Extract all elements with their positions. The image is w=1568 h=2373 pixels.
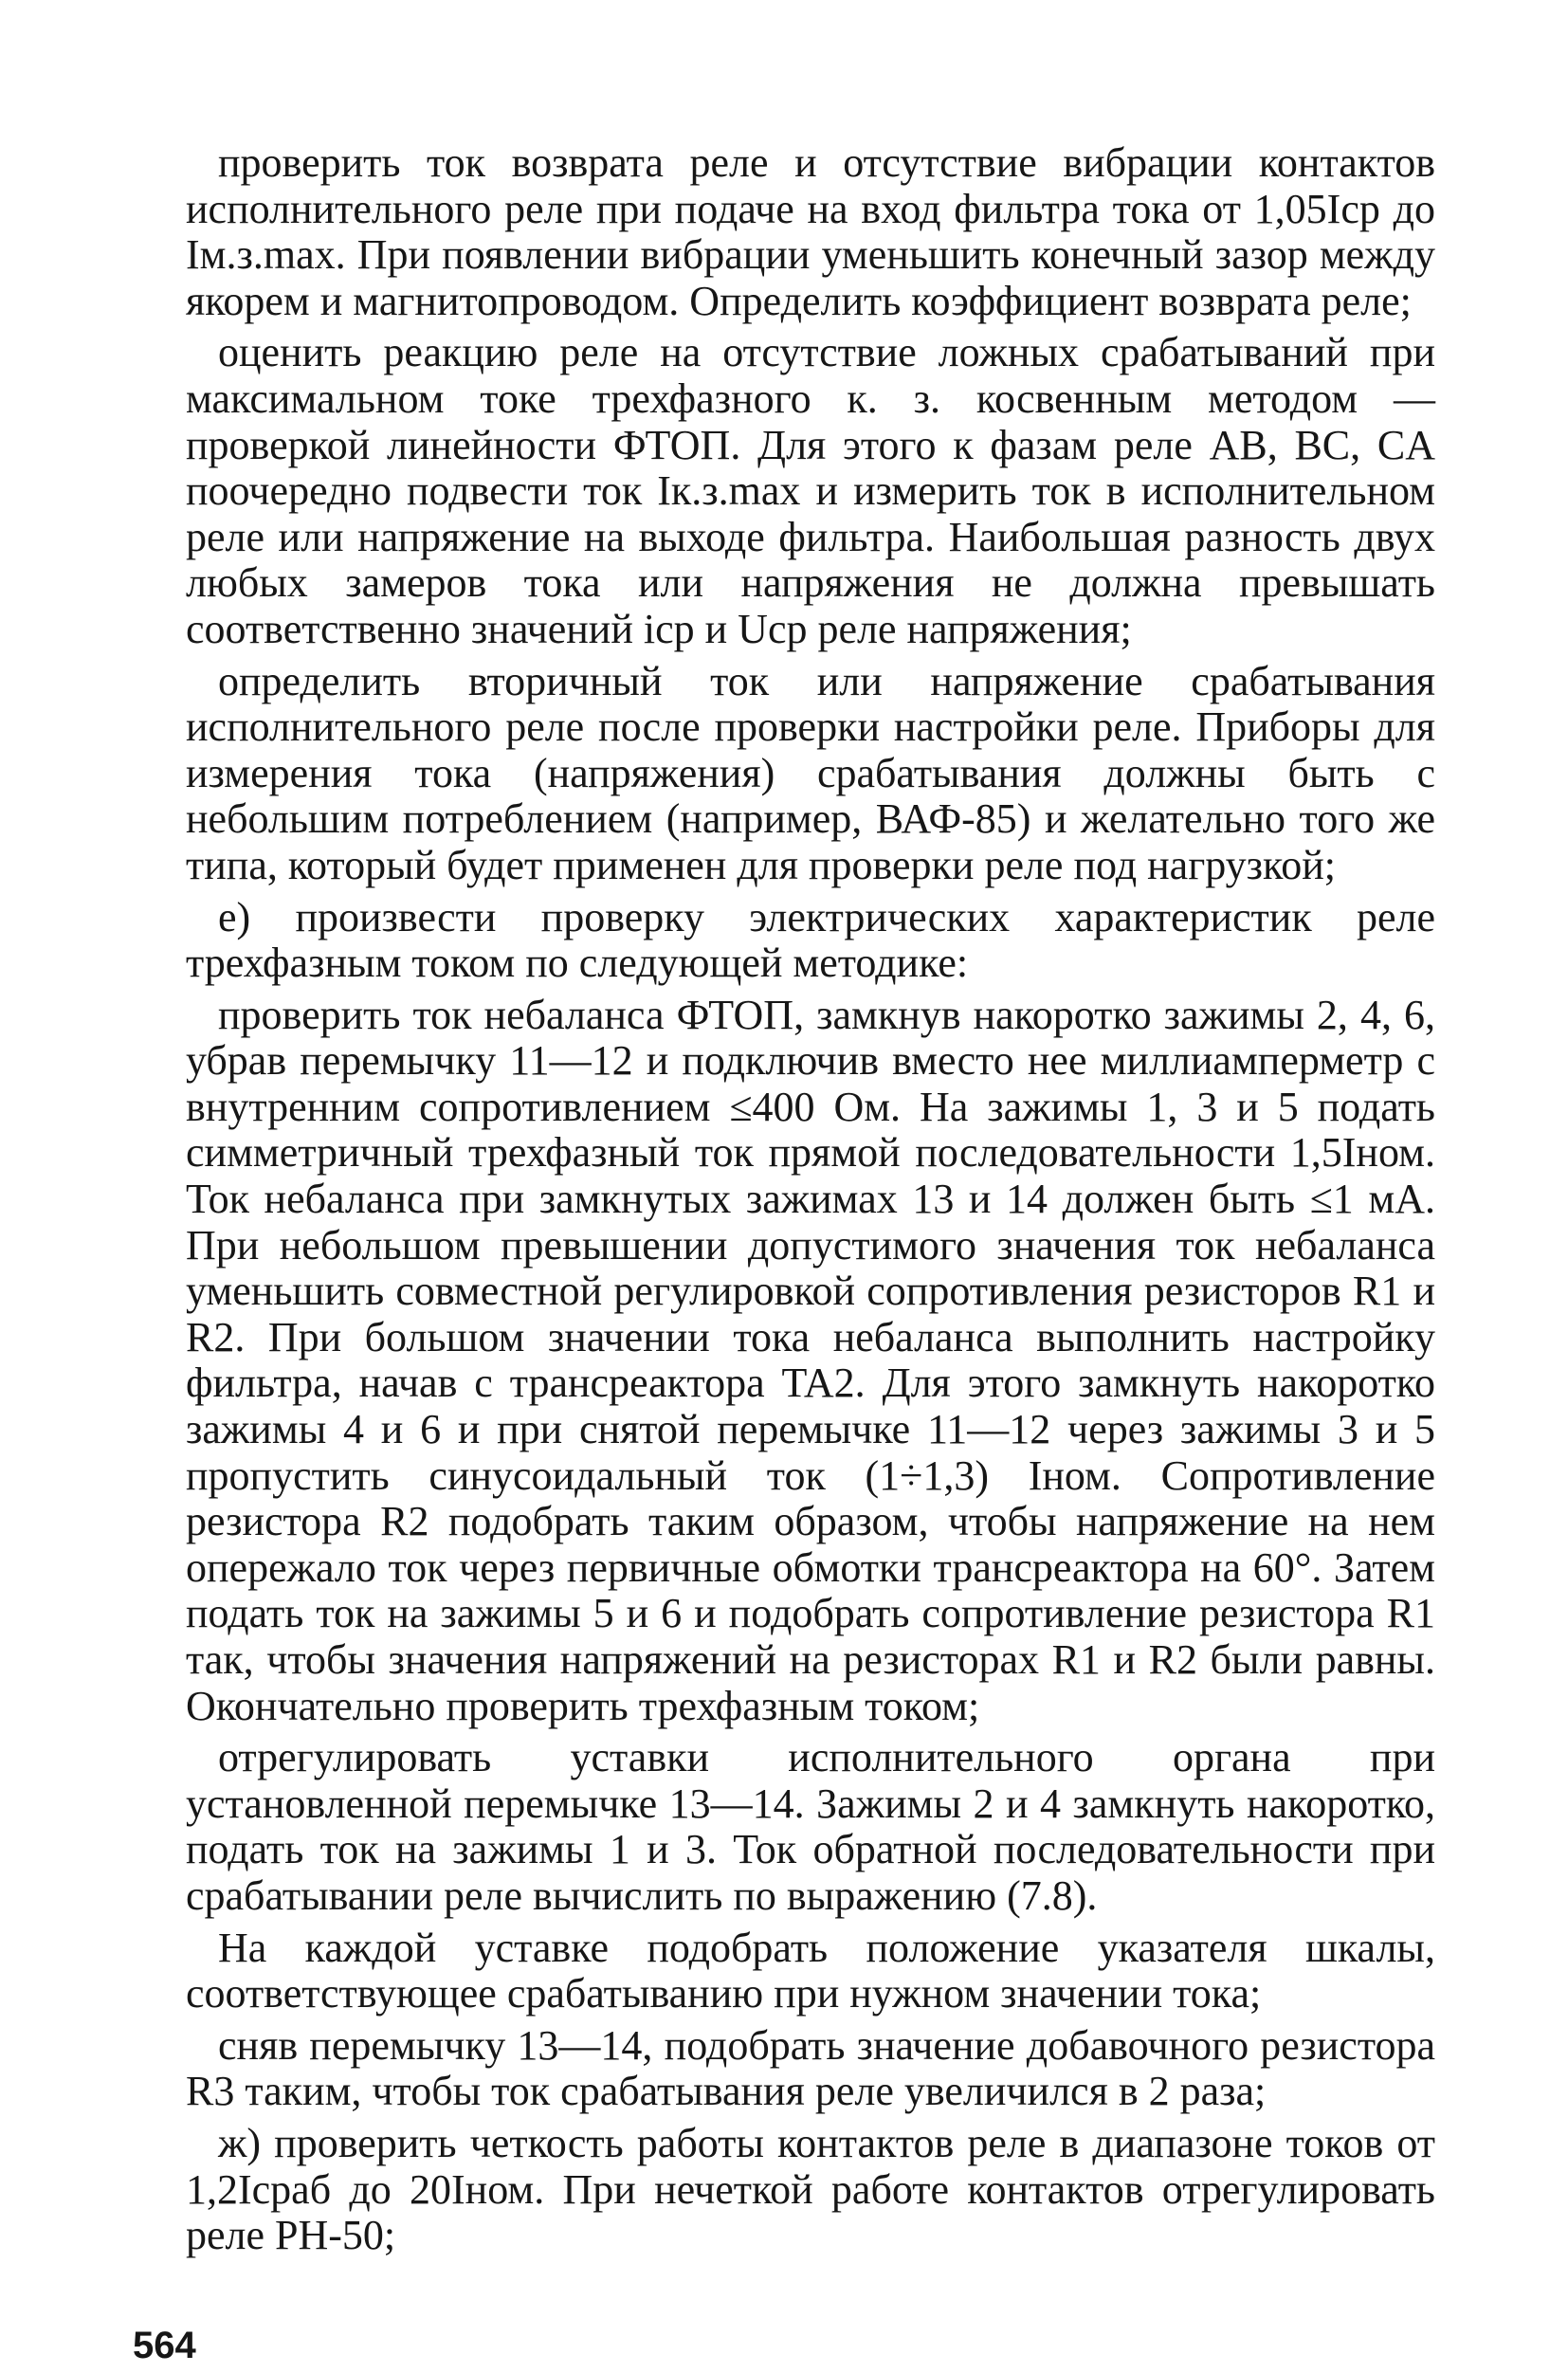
paragraph-7 — [186, 1926, 1435, 2017]
paragraph-2 — [186, 330, 1435, 652]
paragraph-9-text: ж) проверить четкость работы контактов реле в диапазоне токов от 1,2Iсраб до 20Iном. При нечеткой работе контактов отрегулировать реле РН-50; — [186, 2119, 1435, 2259]
paragraph-1-text: проверить ток возврата реле и отсутствие вибрации контактов исполнительного реле при подаче на вход фильтра тока от 1,05Iср до Iм.з.max. При появлении вибрации уменьшить конечный зазор между якорем и магнитопроводом. Определить коэффициент возврата реле; — [186, 139, 1435, 324]
paragraph-1 — [186, 140, 1435, 324]
paragraph-8-text: сняв перемычку 13—14, подобрать значение добавочного резистора R3 таким, чтобы ток срабатывания реле увеличился в 2 раза; — [186, 2021, 1435, 2115]
paragraph-6 — [186, 1735, 1435, 1919]
paragraph-3 — [186, 659, 1435, 889]
paragraph-2-text: оценить реакцию реле на отсутствие ложных срабатываний при максимальном токе трехфазного к. з. косвенным методом — проверкой линейности ФТОП. Для этого к фазам реле AB, BC, CA поочередно подвести ток Iк.з.max и измерить ток в исполнительном реле или напряжение на выходе фильтра. Наибольшая разность двух любых замеров тока или напряжения не должна превышать соответственно значений iср и Uср реле напряжения; — [186, 329, 1435, 652]
paragraph-8 — [186, 2023, 1435, 2115]
body-text — [186, 140, 1435, 2265]
paragraph-4 — [186, 895, 1435, 987]
paragraph-5-text: проверить ток небаланса ФТОП, замкнув накоротко зажимы 2, 4, 6, убрав перемычку 11—12 и подключив вместо нее миллиамперметр с внутренним сопротивлением ≤400 Ом. На зажимы 1, 3 и 5 подать симметричный трехфазный ток прямой последовательности 1,5Iном. Ток небаланса при замкнутых зажимах 13 и 14 должен быть ≤1 мА. При небольшом превышении допустимого значения ток небаланса уменьшить совместной регулировкой сопротивления резисторов R1 и R2. При большом значении тока небаланса выполнить настройку фильтра, начав с трансреактора TA2. Для этого замкнуть накоротко зажимы 4 и 6 и при снятой перемычке 11—12 через зажимы 3 и 5 пропустить синусоидальный ток (1÷1,3) Iном. Сопротивление резистора R2 подобрать таким образом, чтобы напряжение на нем опережало ток через первичные обмотки трансреактора на 60°. Затем подать ток на зажимы 5 и 6 и подобрать сопротивление резистора R1 так, чтобы значения напряжений на резисторах R1 и R2 были равны. Окончательно проверить трехфазным током; — [186, 991, 1435, 1729]
paragraph-9 — [186, 2121, 1435, 2259]
page-number: 564 — [133, 2325, 196, 2366]
paragraph-4-text: е) произвести проверку электрических характеристик реле трехфазным током по следующей методике: — [186, 893, 1435, 987]
paragraph-6-text: отрегулировать уставки исполнительного органа при установленной перемычке 13—14. Зажимы 2 и 4 замкнуть накоротко, подать ток на зажимы 1 и 3. Ток обратной последовательности при срабатывании реле вычислить по выражению (7.8). — [186, 1734, 1435, 1919]
paragraph-7-text: На каждой уставке подобрать положение указателя шкалы, соответствующее срабатыванию при нужном значении тока; — [186, 1924, 1435, 2017]
paragraph-3-text: определить вторичный ток или напряжение срабатывания исполнительного реле после проверки настройки реле. Приборы для измерения тока (напряжения) срабатывания должны быть с небольшим потреблением (например, ВАФ-85) и желательно того же типа, который будет применен для проверки реле под нагрузкой; — [186, 657, 1435, 888]
paragraph-5 — [186, 993, 1435, 1730]
